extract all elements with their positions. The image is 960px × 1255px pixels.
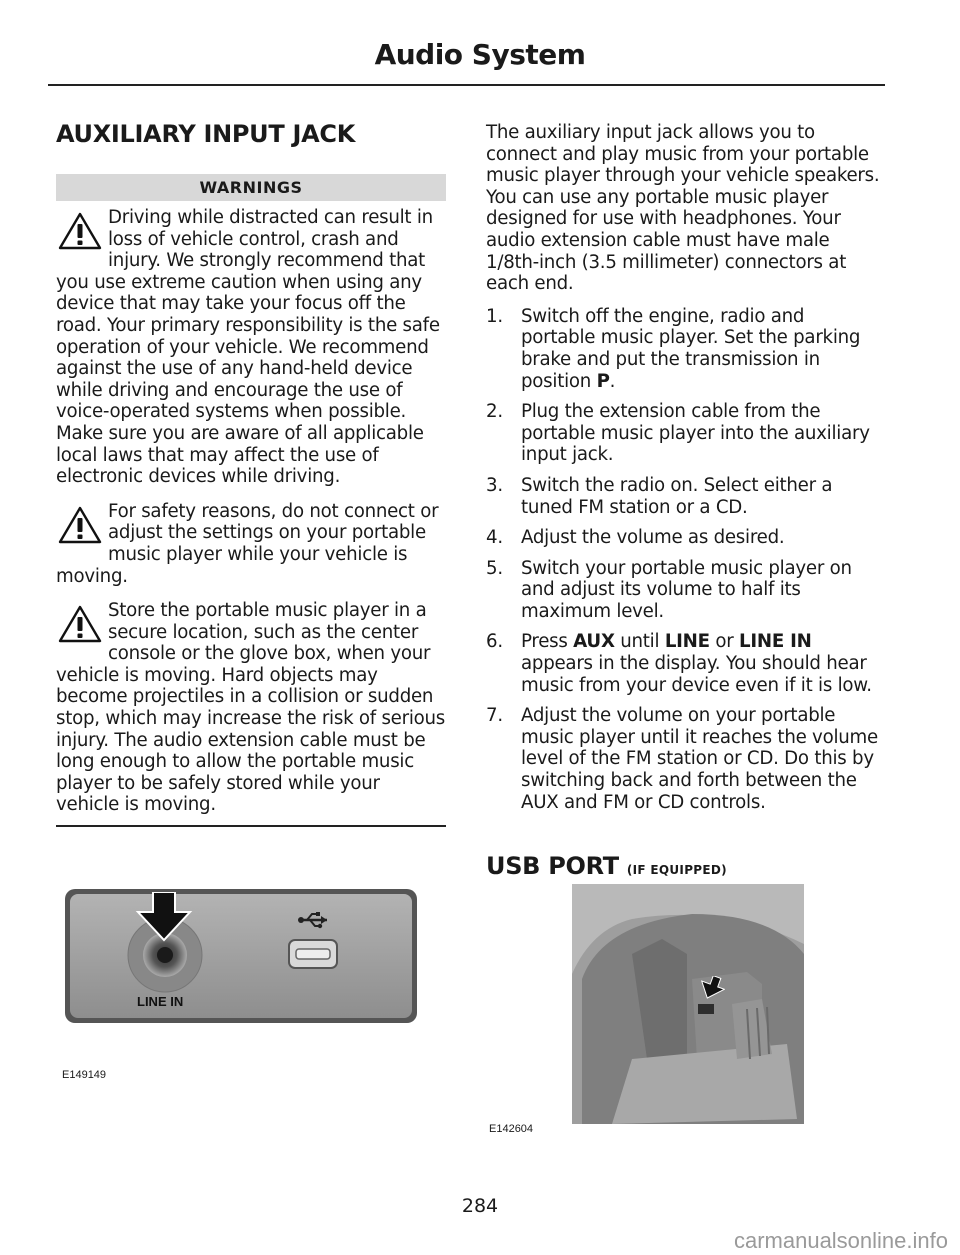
aux-section-title: AUXILIARY INPUT JACK [56,120,355,148]
warning-text: Driving while distracted can result in loss of vehicle control, crash and injury. We strongly recommend that you use extreme caution when using any device that may take your focus off the road. Your primary responsibility is the safe operation of your vehicle. We recommend against the use of any hand-held device while driving and encourage the use of voice-operated systems when possible. Make sure you are aware of all applicable local laws that may affect the use of electronic devices while driving. [56,207,440,488]
key-label: P [596,370,610,392]
step-number: 5. [486,557,503,579]
step-text: . [609,370,616,392]
usb-title-text: USB PORT [486,852,619,881]
step-text: or [709,631,740,653]
page-header-title: Audio System [374,38,586,71]
warning-1 [56,205,446,488]
list-item [486,306,882,392]
step-text: Adjust the volume as desired. [521,527,785,549]
step-number: 4. [486,527,503,549]
step-number: 1. [486,305,503,327]
aux-steps-list [486,306,882,813]
arrow-down-icon [134,892,194,946]
step-text: Switch off the engine, radio and portable music player. Set the parking brake and put the transmission in position [521,305,861,392]
key-label: AUX [573,631,615,653]
warning-text: Store the portable music player in a secure location, such as the center console or the glove box, when your vehicle is moving. Hard objects may become projectiles in a collision or sudden stop, which may increase the risk of serious injury. The audio extension cable must be long enough to allow the portable music player to be safely stored while your vehicle is moving. [56,600,446,816]
usb-console-figure [572,884,804,1124]
warning-triangle-icon [56,505,104,545]
header-rule [48,84,885,86]
page-number: 284 [461,1195,499,1217]
watermark: carmanualsonline.info [733,1228,948,1253]
usb-title-qualifier: (IF EQUIPPED) [626,863,727,878]
warning-3 [56,598,446,816]
list-item [486,527,882,549]
step-text: Switch the radio on. Select either a tuned FM station or a CD. [521,474,833,518]
figure-code: E142604 [489,1123,534,1135]
warning-text: For safety reasons, do not connect or adjust the settings on your portable music player while your vehicle is moving. [56,500,439,587]
warning-triangle-icon [56,211,104,251]
right-column [486,122,882,882]
warning-2 [56,499,446,587]
aux-intro-paragraph: The auxiliary input jack allows you to connect and play music from your portable music player through your vehicle speakers. You can use any portable music player designed for use with headphones. Your audio extension cable must have male 1/8th-inch (3.5 millimeter) connectors at each end. [486,122,880,295]
step-text: Switch your portable music player on and adjust its volume to half its maximum level. [521,557,852,622]
warnings-end-rule [56,825,446,827]
list-item [486,705,882,813]
left-column [56,120,446,827]
list-item [486,401,882,466]
key-label: LINE [664,631,710,653]
step-text: Adjust the volume on your portable music player until it reaches the volume level of the FM station or CD. Do this by switching back and forth between the AUX and FM or CD controls. [521,705,878,813]
step-text: Plug the extension cable from the portable music player into the auxiliary input jack. [521,401,870,466]
step-text: until [614,631,665,653]
step-text: Press [521,631,574,653]
usb-section-title [486,852,882,882]
step-text: appears in the display. You should hear music from your device even if it is low. [521,653,872,696]
list-item [486,631,882,696]
usb-symbol-icon [297,910,331,934]
figure-code: E149149 [62,1069,107,1081]
step-number: 7. [486,705,503,727]
warnings-bar: WARNINGS [56,174,446,201]
step-number: 2. [486,401,503,423]
step-number: 3. [486,474,503,496]
aux-panel-figure [64,888,418,1024]
arrow-down-icon [699,976,725,1004]
warning-triangle-icon [56,604,104,644]
key-label: LINE IN [739,631,812,653]
list-item [486,558,882,623]
list-item [486,475,882,518]
line-in-label: LINE IN [137,994,184,1009]
step-number: 6. [486,631,503,653]
